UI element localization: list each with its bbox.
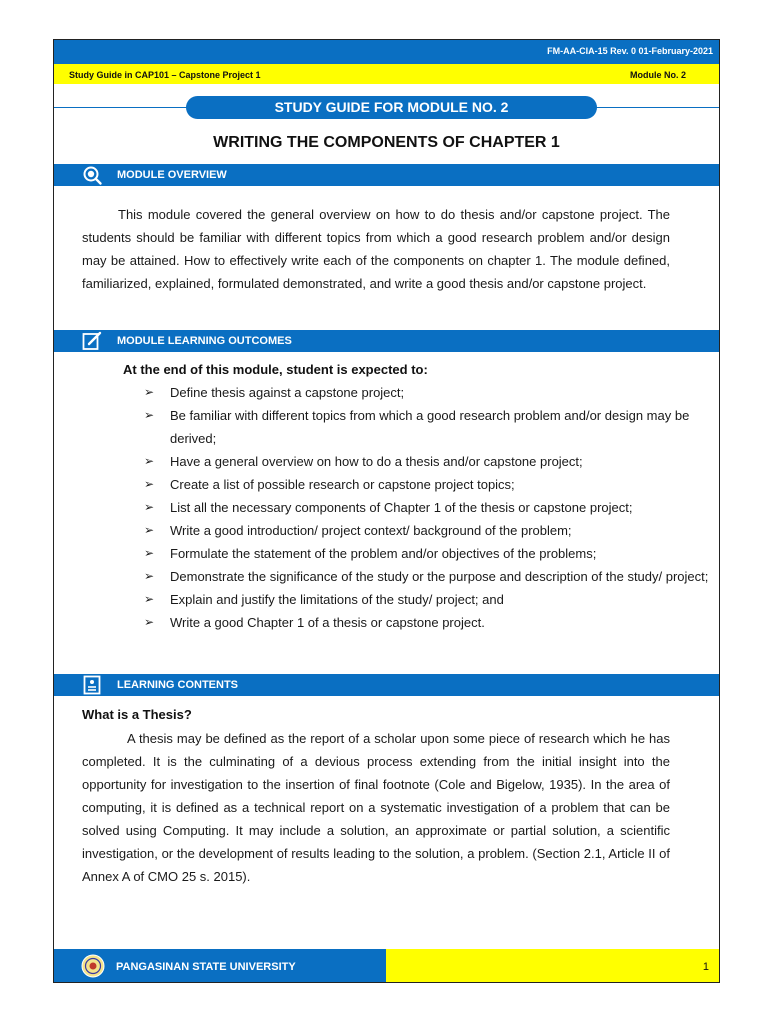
footer-yellow-band [386, 949, 720, 983]
page-number: 1 [702, 961, 709, 973]
learning-outcomes-label: MODULE LEARNING OUTCOMES [117, 335, 292, 347]
outcome-item [144, 565, 714, 588]
outcome-text: Formulate the statement of the problem and/or objectives of the problems; [170, 546, 597, 561]
university-name: PANGASINAN STATE UNIVERSITY [116, 961, 296, 973]
outcome-item [144, 381, 714, 404]
page-footer [54, 949, 719, 983]
thesis-definition-text: A thesis may be defined as the report of a scholar upon some piece of research which he has completed. It is the culminating of a devious process extending from the initial insight into the opportunity for investigation to the insertion of final footnote (Cole and Bigelow, 1935). In the area of computing, it is defined as a technical report on a systematic investigation of a problem that can be solved using Computing. It may include a solution, an approximate or partial solution, a scientific investigation, or the development of results leading to the solution, a problem. (Section 2.1, Article II of Annex A of CMO 25 s. 2015). [82, 731, 670, 884]
document-code: FM-AA-CIA-15 Rev. 0 01-February-2021 [547, 46, 713, 56]
bullet-arrow-icon: ➢ [144, 500, 155, 514]
footer-blue-band [54, 949, 386, 983]
bullet-arrow-icon: ➢ [144, 569, 155, 583]
top-header-bar [54, 40, 719, 64]
learning-contents-header [54, 674, 719, 696]
module-number: Module No. 2 [630, 70, 686, 80]
study-guide-title: Study Guide in CAP101 – Capstone Project 1 [69, 70, 261, 80]
subheader-bar [54, 64, 719, 84]
outcome-text: List all the necessary components of Chapter 1 of the thesis or capstone project; [170, 500, 633, 515]
module-overview-label: MODULE OVERVIEW [117, 169, 227, 181]
outcome-text: Explain and justify the limitations of the study/ project; and [170, 592, 504, 607]
outcome-item [144, 519, 714, 542]
outcomes-intro: At the end of this module, student is expected to: [123, 362, 428, 377]
outcome-item [144, 542, 714, 565]
document-page [53, 39, 720, 983]
outcome-text: Write a good Chapter 1 of a thesis or capstone project. [170, 615, 485, 630]
bullet-arrow-icon: ➢ [144, 477, 155, 491]
bullet-arrow-icon: ➢ [144, 546, 155, 560]
outcome-item [144, 588, 714, 611]
outcome-text: Define thesis against a capstone project; [170, 385, 405, 400]
learning-outcomes-header [54, 330, 719, 352]
edit-icon [81, 330, 103, 352]
bullet-arrow-icon: ➢ [144, 592, 155, 606]
bullet-arrow-icon: ➢ [144, 408, 155, 422]
study-guide-banner: STUDY GUIDE FOR MODULE NO. 2 [186, 96, 597, 119]
thesis-heading: What is a Thesis? [82, 707, 192, 722]
page-title: WRITING THE COMPONENTS OF CHAPTER 1 [213, 134, 560, 151]
outcome-text: Write a good introduction/ project context/ background of the problem; [170, 523, 572, 538]
outcome-item [144, 404, 714, 450]
outcome-item [144, 473, 714, 496]
outcome-text: Have a general overview on how to do a thesis and/or capstone project; [170, 454, 583, 469]
learning-contents-label: LEARNING CONTENTS [117, 679, 238, 691]
outcome-item [144, 611, 714, 634]
bullet-arrow-icon: ➢ [144, 523, 155, 537]
document-icon [81, 674, 103, 696]
bullet-arrow-icon: ➢ [144, 615, 155, 629]
outcome-text: Create a list of possible research or capstone project topics; [170, 477, 515, 492]
outcome-item [144, 450, 714, 473]
university-seal-icon [81, 954, 105, 978]
module-overview-text: This module covered the general overview on how to do thesis and/or capstone project. The students should be familiar with different topics from which a good research problem and/or design may be attained. How to effectively write each of the components on chapter 1. The module defined, familiarized, explained, formulated demonstrated, and write a good thesis and/or capstone project. [82, 207, 670, 291]
magnifier-icon [81, 164, 103, 186]
bullet-arrow-icon: ➢ [144, 385, 155, 399]
module-overview-header [54, 164, 719, 186]
outcome-text: Demonstrate the significance of the study or the purpose and description of the study/ project; [170, 569, 709, 584]
outcome-item [144, 496, 714, 519]
outcome-text: Be familiar with different topics from which a good research problem and/or design may be derived; [170, 408, 690, 446]
bullet-arrow-icon: ➢ [144, 454, 155, 468]
outcomes-list [144, 381, 714, 634]
